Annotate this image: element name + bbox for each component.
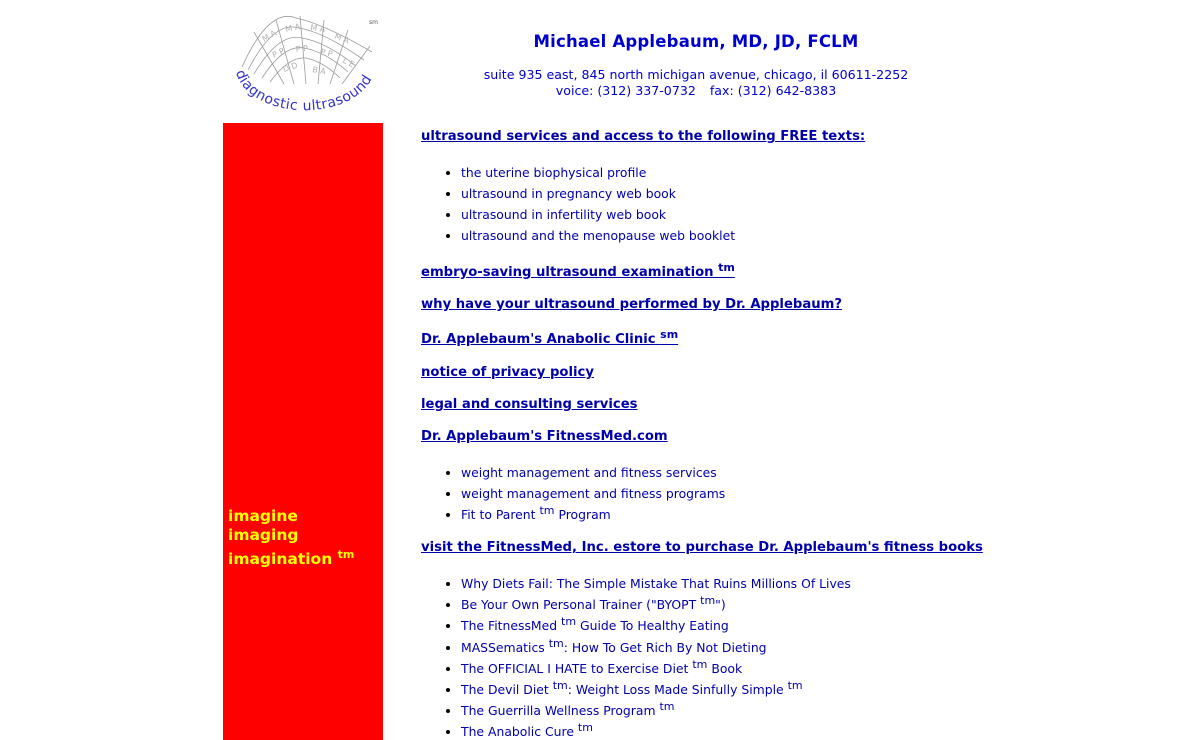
ultrasound-infertility-link[interactable]: ultrasound in infertility web book (461, 207, 667, 222)
svg-text:P P: P P (295, 43, 309, 54)
logo-ring-text: diagnostic ultrasound (231, 67, 376, 115)
trademark-mark: tm (692, 657, 708, 671)
book-devil-diet-link[interactable]: The Devil Diet $^{tm}$: Weight Loss Made Sinfully Simple $^{tm}$ (461, 679, 803, 698)
trademark-mark: tm (561, 615, 577, 629)
book-guerrilla-wellness-link[interactable]: The Guerrilla Wellness Program $^{tm}$ (461, 700, 675, 719)
street-address: suite 935 east, 845 north michigan avenue, chicago, il 60611-2252 (483, 67, 909, 82)
ultrasound-menopause-link[interactable]: ultrasound and the menopause web booklet (461, 228, 736, 243)
book-anabolic-cure-link[interactable]: The Anabolic Cure $^{tm}$ (461, 721, 593, 740)
list-item (461, 615, 851, 636)
list-item (461, 700, 851, 721)
list-item (461, 225, 735, 246)
svg-text:P P: P P (270, 46, 286, 60)
book-fitnessmed-guide-link[interactable]: The FitnessMed $^{tm}$ Guide To Healthy Eating (461, 615, 729, 634)
trademark-mark: tm (548, 636, 564, 650)
list-item (461, 679, 851, 700)
legal-consulting-link[interactable]: legal and consulting services (421, 397, 638, 412)
book-byopt-link[interactable]: Be Your Own Personal Trainer ("BYOPT $^{tm}$") (461, 594, 726, 613)
list-item (461, 637, 851, 658)
book-i-hate-exercise-link[interactable]: The OFFICIAL I HATE to Exercise Diet $^{tm}$ Book (461, 657, 743, 676)
slogan-line-2: imaging (228, 526, 299, 544)
svg-text:M A: M A (333, 31, 351, 46)
fax-number: fax: (312) 642-8383 (709, 83, 837, 98)
list-item (461, 483, 725, 504)
svg-text:M A: M A (309, 23, 326, 35)
estore-link[interactable]: visit the FitnessMed, Inc. estore to purchase Dr. Applebaum's fitness books (421, 540, 983, 555)
list-item (461, 573, 851, 594)
practice-header (420, 32, 972, 99)
service-mark: sm (660, 328, 679, 341)
trademark-mark: tm (577, 721, 593, 735)
list-item (461, 504, 725, 525)
trademark-mark: tm (700, 594, 716, 608)
fitnessmed-link[interactable]: Dr. Applebaum's FitnessMed.com (421, 429, 668, 444)
fitness-programs-link[interactable]: weight management and fitness programs (461, 486, 726, 501)
svg-text:L E: L E (341, 55, 356, 70)
trademark-mark: tm (787, 679, 803, 693)
books-list (421, 573, 851, 740)
doctor-name: Michael Applebaum, MD, JD, FCLM (533, 32, 859, 51)
trademark-mark: tm (718, 261, 735, 274)
service-mark: sm (369, 19, 378, 26)
why-applebaum-link[interactable]: why have your ultrasound performed by Dr. Applebaum? (421, 297, 843, 312)
svg-text:P P: P P (319, 47, 334, 59)
svg-text:B A: B A (311, 65, 327, 77)
contact-info (420, 67, 972, 99)
slogan-line-1: imagine (228, 507, 298, 525)
red-sidebar (223, 123, 383, 740)
embryo-saving-link[interactable]: embryo-saving ultrasound examination $^{tm}$ (421, 261, 735, 280)
free-texts-list (421, 162, 735, 246)
list-item (461, 462, 725, 483)
trademark-mark: tm (552, 679, 568, 693)
list-item (461, 721, 851, 740)
svg-text:D D: D D (281, 60, 299, 74)
book-why-diets-fail-link[interactable]: Why Diets Fail: The Simple Mistake That Ruins Millions Of Lives (461, 576, 851, 591)
svg-text:M A: M A (284, 22, 302, 34)
privacy-policy-link[interactable]: notice of privacy policy (421, 365, 594, 380)
fitness-list (421, 462, 725, 525)
list-item (461, 594, 851, 615)
diagnostic-ultrasound-logo[interactable] (224, 12, 384, 120)
list-item (461, 204, 735, 225)
list-item (461, 183, 735, 204)
trademark-mark: tm (659, 700, 675, 714)
fit-to-parent-link[interactable]: Fit to Parent $^{tm}$ Program (461, 504, 611, 522)
book-massematics-link[interactable]: MASSematics $^{tm}$: How To Get Rich By Not Dieting (461, 636, 767, 655)
trademark-mark: tm (539, 504, 555, 517)
slogan-line-3: imagination $^{tm}$ (228, 548, 355, 569)
uterine-biophysical-profile-link[interactable]: the uterine biophysical profile (461, 165, 647, 180)
trademark-mark: tm (337, 548, 355, 561)
ultrasound-pregnancy-link[interactable]: ultrasound in pregnancy web book (461, 186, 676, 201)
anabolic-clinic-link[interactable]: Dr. Applebaum's Anabolic Clinic $^{sm}$ (421, 328, 679, 347)
phone-fax-line (420, 83, 972, 99)
list-item (461, 162, 735, 183)
svg-text:M A: M A (260, 28, 278, 44)
fitness-services-link[interactable]: weight management and fitness services (461, 465, 717, 480)
list-item (461, 658, 851, 679)
ultrasound-services-link[interactable]: ultrasound services and access to the following FREE texts: (421, 129, 866, 144)
slogan (228, 507, 354, 569)
voice-number: voice: (312) 337-0732 (555, 83, 696, 98)
